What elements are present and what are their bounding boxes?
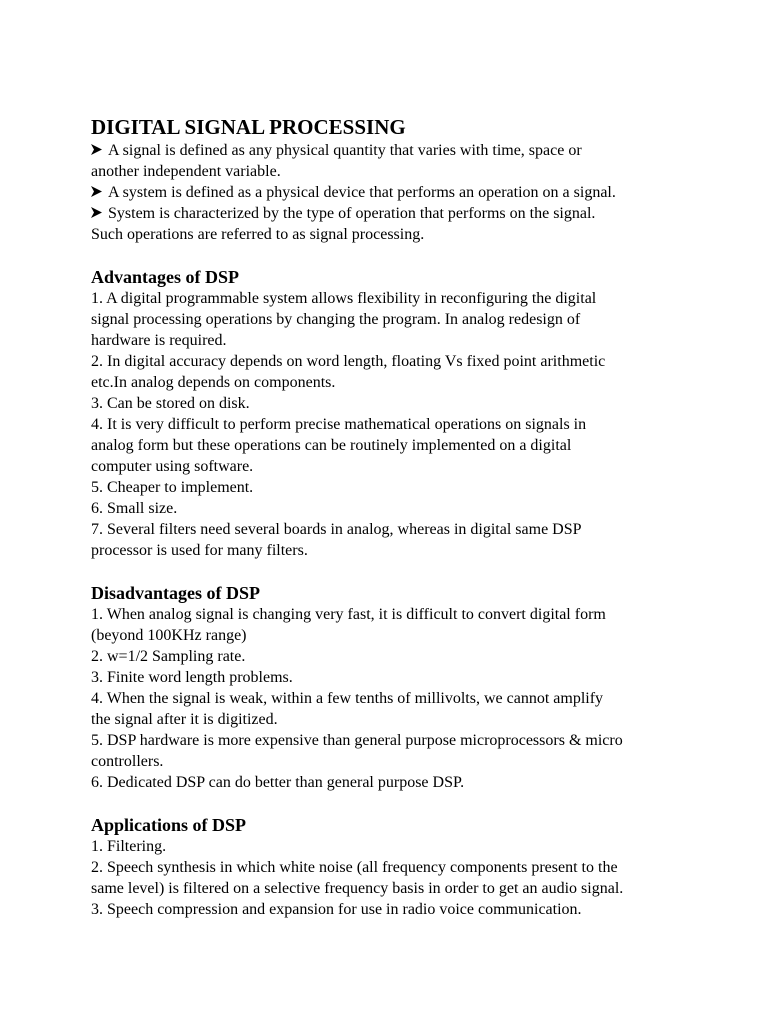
disadvantages-line: 1. When analog signal is changing very fast, it is difficult to convert digital form — [91, 606, 606, 623]
intro-bullet-3-line-1: System is characterized by the type of operation that performs on the signal. — [108, 205, 596, 222]
advantages-heading: Advantages of DSP — [91, 267, 240, 287]
disadvantages-line: (beyond 100KHz range) — [91, 627, 247, 644]
applications-line: 2. Speech synthesis in which white noise (all frequency components present to the — [91, 859, 618, 876]
disadvantages-list — [91, 604, 751, 793]
disadvantages-line: the signal after it is digitized. — [91, 711, 278, 728]
applications-heading: Applications of DSP — [91, 815, 247, 835]
advantages-line: 6. Small size. — [91, 500, 178, 517]
applications-line: same level) is filtered on a selective frequency basis in order to get an audio signal. — [91, 880, 624, 897]
arrow-bullet-icon — [91, 207, 102, 218]
disadvantages-line: 2. w=1/2 Sampling rate. — [91, 648, 246, 665]
intro-bullets — [91, 140, 751, 245]
advantages-line: 2. In digital accuracy depends on word length, floating Vs fixed point arithmetic — [91, 353, 606, 370]
advantages-line: 5. Cheaper to implement. — [91, 479, 254, 496]
advantages-line: 3. Can be stored on disk. — [91, 395, 250, 412]
advantages-line: 7. Several filters need several boards in analog, whereas in digital same DSP — [91, 521, 582, 538]
intro-bullet-1-line-1: A signal is defined as any physical quantity that varies with time, space or — [108, 142, 582, 159]
advantages-line: analog form but these operations can be routinely implemented on a digital — [91, 437, 572, 454]
disadvantages-heading: Disadvantages of DSP — [91, 583, 261, 603]
disadvantages-line: 5. DSP hardware is more expensive than general purpose microprocessors & micro — [91, 732, 623, 749]
disadvantages-line: 4. When the signal is weak, within a few tenths of millivolts, we cannot amplify — [91, 690, 604, 707]
applications-line: 1. Filtering. — [91, 838, 167, 855]
arrow-bullet-icon — [91, 186, 102, 197]
intro-bullet-3-line-2: Such operations are referred to as signal processing. — [91, 226, 425, 243]
advantages-line: 4. It is very difficult to perform precise mathematical operations on signals in — [91, 416, 587, 433]
disadvantages-line: 6. Dedicated DSP can do better than general purpose DSP. — [91, 774, 465, 791]
intro-bullet-2 — [91, 182, 751, 203]
disadvantages-line: 3. Finite word length problems. — [91, 669, 293, 686]
advantages-line: computer using software. — [91, 458, 254, 475]
advantages-list — [91, 288, 751, 561]
advantages-line: processor is used for many filters. — [91, 542, 308, 559]
arrow-bullet-icon — [91, 144, 102, 155]
applications-list — [91, 836, 751, 920]
advantages-line: hardware is required. — [91, 332, 227, 349]
intro-bullet-1-line-2: another independent variable. — [91, 163, 281, 180]
advantages-line: 1. A digital programmable system allows flexibility in reconfiguring the digital — [91, 290, 597, 307]
applications-line: 3. Speech compression and expansion for use in radio voice communication. — [91, 901, 582, 918]
disadvantages-line: controllers. — [91, 753, 164, 770]
advantages-line: etc.In analog depends on components. — [91, 374, 336, 391]
document-page — [91, 114, 751, 920]
intro-bullet-1 — [91, 140, 751, 182]
advantages-line: signal processing operations by changing the program. In analog redesign of — [91, 311, 581, 328]
intro-bullet-3 — [91, 203, 751, 245]
document-title: DIGITAL SIGNAL PROCESSING — [91, 115, 406, 139]
intro-bullet-2-line-1: A system is defined as a physical device that performs an operation on a signal. — [108, 184, 616, 201]
